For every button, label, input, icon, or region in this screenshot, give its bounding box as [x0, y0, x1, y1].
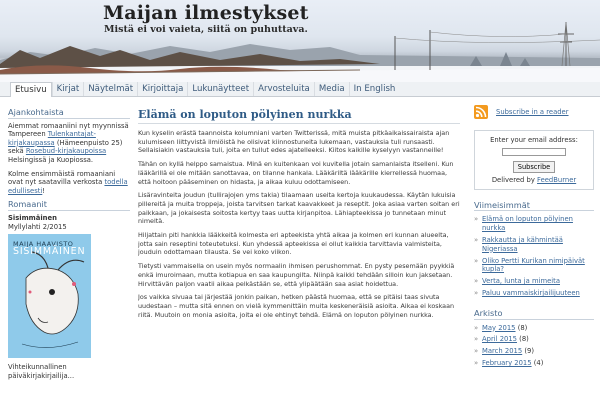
widget-title-current: Ajankohtaista — [8, 108, 130, 119]
archive-count: (8) — [519, 335, 529, 344]
archive-month-link[interactable]: May 2015 — [482, 323, 516, 332]
recent-post-link[interactable]: Paluu vammaiskirjailijuuteen — [482, 288, 580, 297]
book-cover-image[interactable] — [8, 234, 91, 358]
post-title[interactable]: Elämä on loputon pölyinen nurkka — [138, 108, 460, 124]
feedburner-link[interactable]: FeedBurner — [537, 175, 577, 184]
recent-post-link[interactable]: Verta, lunta ja mimeita — [482, 277, 560, 286]
archive-count: (8) — [517, 323, 528, 332]
list-item — [474, 335, 594, 344]
archive-count: (9) — [524, 347, 534, 356]
current-news-paragraph-2 — [8, 170, 130, 196]
list-item — [474, 236, 594, 254]
current-news-text: (Hämeenpuisto 25) sekä — [8, 138, 123, 156]
list-item — [474, 347, 594, 356]
site-header — [0, 0, 600, 82]
nav-tab-kirjat[interactable]: Kirjat — [52, 82, 84, 96]
current-news-text: ! — [42, 186, 46, 195]
left-sidebar — [8, 108, 130, 400]
online-store-link[interactable]: todella edullisesti — [8, 178, 128, 195]
nav-tab-in-english[interactable]: In English — [349, 82, 400, 96]
subscribe-button[interactable]: Subscribe — [513, 161, 555, 173]
current-news-paragraph-1 — [8, 122, 130, 165]
email-input[interactable] — [502, 148, 566, 156]
site-title[interactable]: Maijan ilmestykset — [103, 2, 309, 24]
widget-title-novels: Romaanit — [8, 200, 130, 211]
cover-author: MAIJA HAAVISTO — [13, 240, 74, 249]
delivered-by — [479, 176, 589, 185]
nav-tab-kirjoittaja[interactable]: Kirjoittaja — [137, 82, 187, 96]
archive-count: (4) — [533, 358, 544, 367]
widget-title-archive: Arkisto — [474, 309, 594, 320]
archive-list — [474, 324, 594, 368]
right-sidebar — [474, 103, 594, 400]
current-news-text: Helsingissä ja Kuopiossa. — [8, 155, 94, 164]
list-item — [474, 277, 594, 286]
list-item — [474, 215, 594, 233]
list-item — [474, 324, 594, 333]
book-name: Sisimmäinen — [8, 213, 57, 222]
recent-post-link[interactable]: Elämä on loputon pölyinen nurkka — [482, 215, 573, 233]
main-navigation — [0, 82, 600, 97]
email-subscribe-box — [474, 130, 594, 190]
tulenkantajat-link[interactable]: Tulenkantajat-kirjakaupassa — [8, 130, 96, 147]
archive-month-link[interactable]: February 2015 — [482, 358, 532, 367]
archive-month-link[interactable]: April 2015 — [482, 335, 517, 344]
post-paragraph: Hiljattain piti hankkia lääkkeitä kolmesta eri apteekista yhtä aikaa ja kolmen eri kunnan alueelta, jotta sain reseptini toteutetuksi. Kun yhdessä apteekissa ei ollut kaikkia tarvittavia valmisteita, jouduin odottamaan tilausta. Se vei koko viikon. — [138, 231, 449, 257]
recent-post-link[interactable]: Oliko Pertti Kurikan nimipäivät kupla? — [482, 256, 585, 274]
rss-icon[interactable] — [474, 105, 488, 119]
post-paragraph: Jos vaikka sivuaa tai järjestää jonkin paikan, hetken päästä huomaa, että se pitäisi taas sivuta uudestaan – mutta sitä ennen on vielä kymmenittäin muita keskeneräisiä asioita. Aikaa ei koskaan riitä. Muutoin on monia asioita, joita ei ole ehtinyt tehdä. Elämä on loputon pölyinen nurkka. — [138, 293, 455, 319]
widget-title-recent: Viimeisimmät — [474, 201, 594, 212]
nav-tab-media[interactable]: Media — [314, 82, 349, 96]
book-publisher: Myllylahti 2/2015 — [8, 222, 67, 231]
list-item — [474, 289, 594, 298]
post-body — [138, 129, 460, 319]
post-paragraph: Kun kyselin erästä taannoista kolumniani varten Twitterissä, mitä muista pitkäaikaissairaista ajan kulumiseen liittyvistä ilmiöistä he olisivat kiinnostuneita lukemaan, vastauksia tuli runsaasti. Sellaisiakin vastauksia tuli, joita en tullut edes ajatelleeksi. Kiitos kaikille kyselyyn vastanneille! — [138, 129, 450, 155]
list-item — [474, 257, 594, 275]
recent-posts-list — [474, 215, 594, 297]
rosebud-link[interactable]: Rosebud-kirjakaupoissa — [25, 147, 107, 156]
recent-post-link[interactable]: Rakkautta ja kähmintää Nigeriassa — [482, 235, 563, 253]
current-news-text: Aiemmat romaaniini nyt myynnissä Tampereen — [8, 121, 129, 139]
cover-title: SISIMMÄINEN — [13, 246, 86, 258]
delivered-by-text: Delivered by — [491, 175, 535, 184]
nav-tab-lukunaytteet[interactable]: Lukunäytteet — [187, 82, 253, 96]
nav-tab-etusivu[interactable]: Etusivu — [10, 82, 52, 97]
bottom-blurb: Vihteikunnallinen päiväkirjakirjailija... — [8, 363, 75, 380]
main-content — [138, 108, 460, 400]
current-news-text: Kolme ensimmäistä romaaniani ovat nyt saatavilla verkosta — [8, 169, 116, 187]
site-tagline: Mistä ei voi vaieta, siitä on puhuttava. — [104, 24, 308, 35]
post-paragraph: Lisäravinteita joudun (tullirajojen yms takia) tilaamaan useita kertoja kuukaudessa. Käytän lukuisia pillereitä ja muita troppeja, joista tarvitsen tarkat kaavakkeet ja reseptit. Joka asiaa varten soitan eri paikkaan, ja jokaisesta soitosta kertyy taas uutta kirjanpitoa. Lähiapteekissa jo tunnetaan minut nimeltä. — [138, 191, 460, 226]
rss-subscribe-row — [474, 103, 594, 121]
post-paragraph: Tähän on kyllä helppo samaistua. Minä en kuitenkaan voi kuvitella jotain samanlaista itselleni. Kun lääkärillä ei ole mitään sanottavaa, on tilanne hankala. Lääkäriltä lääkärille kierrellessä huomaa, että hoitoon pääseminen on hidasta, ja aikaa kuluu odottamiseen. — [138, 160, 454, 186]
list-item — [474, 359, 594, 368]
nav-tab-naytelmat[interactable]: Näytelmät — [83, 82, 137, 96]
archive-month-link[interactable]: March 2015 — [482, 347, 523, 356]
email-label: Enter your email address: — [490, 136, 578, 144]
subscribe-reader-link[interactable]: Subscribe in a reader — [496, 107, 569, 116]
post-paragraph: Tietysti vammaisella on usein myös normaalin ihmisen perushommat. En pysty pesemään pyykkiä enkä imuroimaan, mutta kotiapua en saa kaupungilta. Niinpä kaikki tehdään silloin kun jaksetaan. Hirvittävän paljon vaatii aikaa pelkästään se, että ylipäätään saa asiat hoidettua. — [138, 262, 455, 288]
nav-tab-arvosteluita[interactable]: Arvosteluita — [253, 82, 314, 96]
